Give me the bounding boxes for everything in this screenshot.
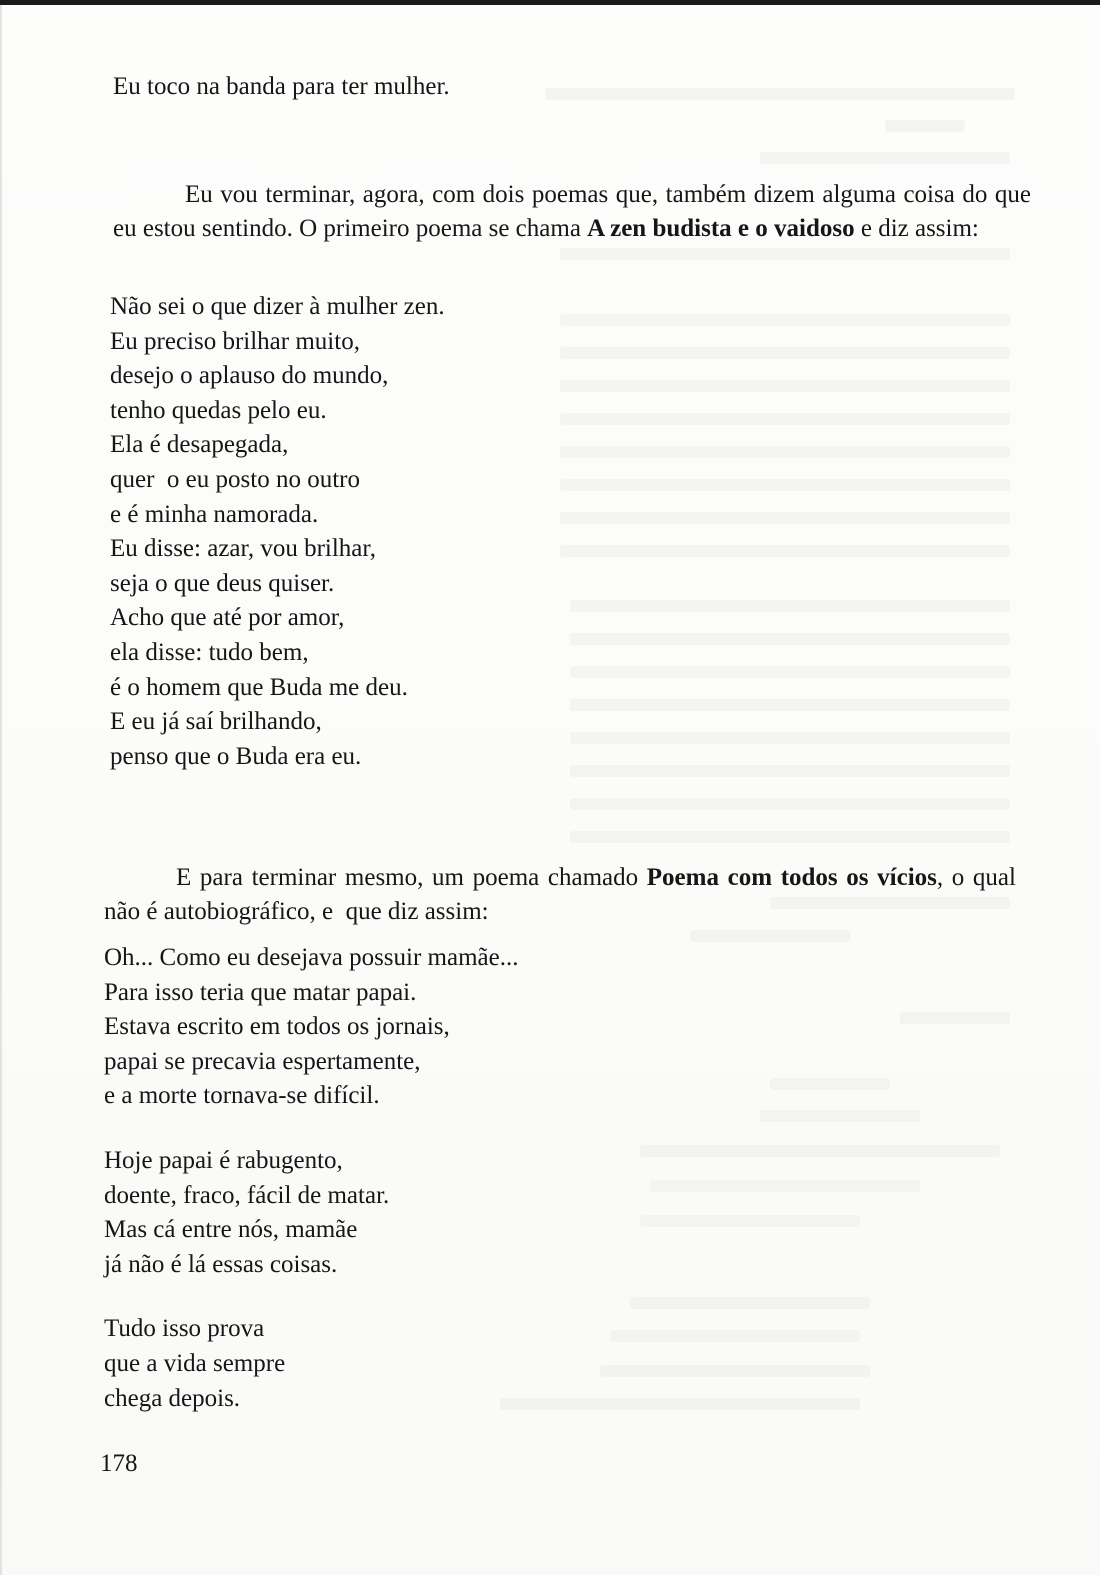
poem-stanza: [104, 941, 519, 1114]
poem-stanza: [104, 1144, 519, 1282]
poem-line: é o homem que Buda me deu.: [110, 673, 408, 701]
poem-stanza: [104, 1312, 519, 1416]
paragraph-text: Eu vou terminar, agora, com dois poemas que, também dizem alguma coisa do que eu estou sentindo. O primeiro poema se chama: [113, 181, 1031, 242]
poem-line: e a morte tornava-se difícil.: [104, 1082, 380, 1110]
poem-line: ela disse: tudo bem,: [110, 638, 309, 666]
poem-line: Eu disse: azar, vou brilhar,: [110, 535, 376, 563]
intro-paragraph-1: [113, 178, 1031, 246]
scan-top-border: [0, 0, 1100, 5]
poem-line: desejo o aplauso do mundo,: [110, 362, 389, 390]
poem-zen-budista: [110, 290, 445, 774]
poem-line: penso que o Buda era eu.: [110, 742, 362, 770]
poem-line: Eu preciso brilhar muito,: [110, 327, 360, 355]
poem-line: Acho que até por amor,: [110, 604, 345, 632]
poem-line: tenho quedas pelo eu.: [110, 396, 327, 424]
poem-line: E eu já saí brilhando,: [110, 708, 322, 736]
intro-paragraph-2: [104, 861, 1023, 929]
paragraph-text: , o qual não é autobiográfico, e que diz assim:: [104, 864, 1023, 925]
poem-line: já não é lá essas coisas.: [104, 1250, 338, 1278]
poem-line: Hoje papai é rabugento,: [104, 1146, 343, 1174]
poem-line: Mas cá entre nós, mamãe: [104, 1216, 358, 1244]
poem-line: seja o que deus quiser.: [110, 569, 335, 597]
poem-line: que a vida sempre: [104, 1349, 286, 1377]
page-number: 178: [100, 1450, 138, 1477]
poem-line: chega depois.: [104, 1384, 241, 1412]
intro-line: Eu toco na banda para ter mulher.: [113, 73, 450, 100]
poem-line: Oh... Como eu desejava possuir mamãe...: [104, 944, 519, 971]
paragraph-text: e diz assim:: [854, 215, 979, 242]
poem-line: Não sei o que dizer à mulher zen.: [110, 293, 445, 320]
poem-line: Para isso teria que matar papai.: [104, 978, 417, 1006]
poem-line: Ela é desapegada,: [110, 431, 289, 459]
poem-title-zen: A zen budista e o vaidoso: [587, 215, 855, 242]
poem-line: e é minha namorada.: [110, 500, 319, 528]
scan-left-edge: [0, 5, 3, 1575]
paragraph-text: E para terminar mesmo, um poema chamado: [176, 864, 647, 891]
poem-title-vicios: Poema com todos os vícios: [646, 864, 937, 891]
poem-line: quer o eu posto no outro: [110, 465, 360, 493]
poem-line: Estava escrito em todos os jornais,: [104, 1013, 450, 1041]
poem-line: papai se precavia espertamente,: [104, 1047, 421, 1075]
poem-todos-os-vicios: [104, 941, 519, 1416]
poem-line: doente, fraco, fácil de matar.: [104, 1181, 390, 1209]
poem-line: Tudo isso prova: [104, 1315, 265, 1343]
